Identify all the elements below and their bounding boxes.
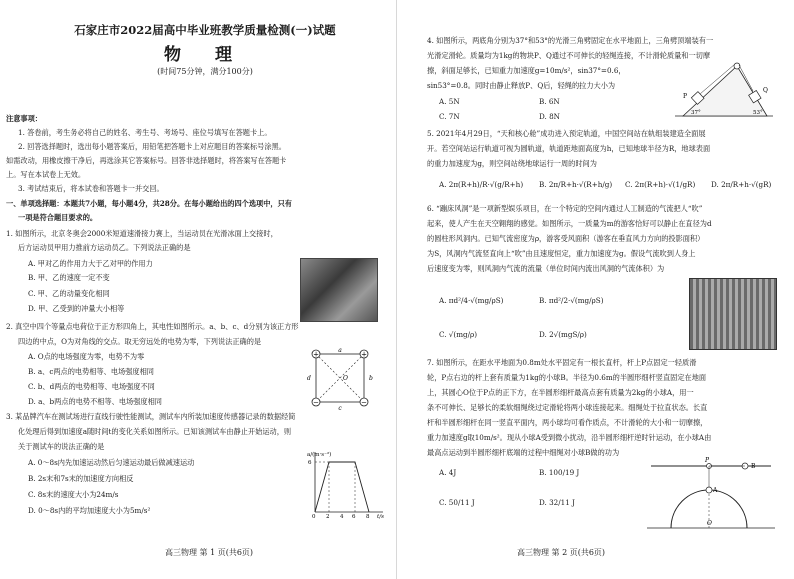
question-text: 1. 如图所示，北京冬奥会2000米短道速滑接力赛上，当运动员在光滑冰面上交接时，	[6, 229, 278, 238]
svg-text:4: 4	[340, 514, 344, 520]
option: C. 7N	[439, 112, 460, 121]
block-label: P	[683, 93, 688, 100]
question-text: 四边的中点，O为对角线的交点。取无穷远处的电势为零，下列说法正确的是	[18, 337, 262, 346]
option: A. 5N	[439, 97, 460, 106]
point-label: d	[307, 375, 311, 382]
option: D. 0～8s内的平均加速度大小为5m/s²	[28, 506, 151, 515]
point-label: a	[338, 347, 342, 354]
notes-header: 注意事项：	[6, 114, 42, 123]
option: D. 32/11 J	[539, 498, 575, 507]
question-text: 2. 真空中四个等量点电荷位于正方形四角上，其电性如图所示。a、b、c、d分别为该正方形	[6, 322, 299, 331]
point-label: b	[369, 375, 373, 382]
option: D. 甲、乙受到的冲量大小相等	[28, 304, 125, 313]
note-line: 1. 答卷前，考生务必将自己的姓名、考生号、考场号、座位号填写在答题卡上。	[18, 128, 272, 137]
question-text: 擦，斜面足够长，已知重力加速度g=10m/s²，sin37°=0.6，	[427, 66, 626, 75]
option: B. a、c两点的电势相等、电场强度相同	[28, 367, 154, 376]
note-line: 如需改动，用橡皮擦干净后，再选涂其它答案标号。回答非选择题时，将答案写在答题卡	[6, 156, 287, 165]
question-text: 上，其圆心O位于P点的正下方，在半圆形细杆最高点套有质量为2kg的小球A，用一	[427, 388, 694, 397]
option: A. 4J	[439, 468, 457, 477]
option: C. 2π(R+h)·√(1/gR)	[625, 180, 696, 189]
option: B. 2π/R+h·√(R+h/g)	[539, 180, 613, 189]
option: B. 甲、乙的速度一定不变	[28, 273, 110, 282]
svg-text:0: 0	[312, 514, 316, 520]
option: C. 8s末的速度大小为24m/s	[28, 490, 119, 499]
ball-label: A	[713, 487, 718, 494]
point-label: P	[705, 457, 710, 464]
svg-text:t/s: t/s	[377, 514, 384, 520]
section-header: 一、单项选择题：本题共7小题，每小题4分，共28分。在每小题给出的四个选项中，只有	[6, 199, 292, 208]
question-text: 轮，P点右边的杆上套有质量为1kg的小球B。半径为0.6m的半圆形细杆竖直固定在地面	[427, 373, 707, 382]
question-text: 条不可伸长、足够长的柔软细绳绕过定滑轮将两小球连接起来。细绳处于拉直状态。长直	[427, 403, 708, 412]
angle-label: 53°	[753, 110, 763, 116]
wind-tunnel-photo	[689, 278, 777, 350]
question-text: 后方运动员甲用力推前方运动员乙。下列说法正确的是	[18, 243, 191, 252]
exam-title: 石家庄市2022届高中毕业班教学质量检测(一)试题	[74, 23, 336, 37]
point-label: c	[338, 405, 342, 412]
question-text: 光滑定滑轮。质量均为1kg的物块P、Q通过不可伸长的轻绳连接，不计滑轮质量和一切摩	[427, 51, 711, 60]
option: D. 2π/R+h·√(gR)	[711, 180, 772, 189]
note-line: 2. 回答选择题时，选出每小题答案后，用铅笔把答题卡上对应题目的答案标号涂黑。	[18, 142, 286, 151]
charge-sign: −	[361, 398, 367, 407]
svg-text:a/(m·s⁻²): a/(m·s⁻²)	[307, 452, 332, 458]
question-text: 杆和半圆形细杆在同一竖直平面内，两小球均可看作质点，不计滑轮的大小和一切摩擦，	[427, 418, 708, 427]
question-text: 最高点运动到半圆形细杆底端的过程中细绳对小球B做的功为	[427, 448, 620, 457]
question-text: 的圆柱形风洞内。已知气流密度为ρ，游客受风面积（游客在垂直风力方向的投影面积）	[427, 234, 705, 243]
svg-text:6: 6	[308, 460, 312, 466]
option: D. a、b两点的电势不相等、电场强度相同	[28, 397, 162, 406]
point-label: O	[343, 375, 348, 382]
question-text: 后速度变为零，则风洞内气流的流量（单位时间内流出风洞的气流体积）为	[427, 264, 665, 273]
angle-label: 37°	[691, 110, 701, 116]
option: C. √(mg/ρ)	[439, 330, 478, 339]
svg-text:2: 2	[326, 514, 330, 520]
block-label: Q	[763, 87, 768, 94]
charge-sign: −	[313, 398, 319, 407]
option: A. 0～8s内先加速运动然后匀速运动最后做减速运动	[28, 458, 195, 467]
question-text: 7. 如图所示，在距水平地面为0.8m处水平固定有一根长直杆，杆上P点固定一轻质滑	[427, 358, 697, 367]
question-text: 开。若空间站运行轨道可视为圆轨道，轨道距地面高度为h，已知地球半径为R，地球表面	[427, 144, 711, 153]
option: D. 2√(mgS/ρ)	[539, 330, 587, 339]
option: B. 6N	[539, 97, 560, 106]
option: A. O点的电场强度为零，电势不为零	[28, 352, 145, 361]
question-text: 重力加速度g取10m/s²。现从小球A受到微小扰动，沿半圆形细杆逆时针运动，在小球A由	[427, 433, 712, 442]
question-text: 为S，风洞内气流竖直向上“吹”由且速度恒定，重力加速度为g。假设气流吹到人身上	[427, 249, 696, 258]
question-text: 4. 如图所示，两底角分别为37°和53°的光滑三角劈固定在水平地面上，三角劈顶端装有一	[427, 36, 714, 45]
question-text: 的重力加速度为g，则空间站绕地球运行一周的时间为	[427, 159, 597, 168]
option: C. 50/11 J	[439, 498, 475, 507]
point-label: O	[707, 520, 712, 527]
svg-text:6: 6	[352, 514, 356, 520]
option: D. 8N	[539, 112, 560, 121]
question-text: sin53°=0.8。同时由静止释放P、Q后，轻绳的拉力大小为	[427, 81, 616, 90]
option: B. 2s末和7s末的加速度方向相反	[28, 474, 134, 483]
option: B. 100/19 J	[539, 468, 580, 477]
question-text: 6. “蹦床风洞”是一项新型娱乐项目，在一个特定的空间内通过人工制造的气流把人“吹”	[427, 204, 703, 213]
wedge-pulley-diagram	[675, 58, 775, 120]
time-info: (时间75分钟，满分100分)	[157, 67, 253, 76]
svg-text:8: 8	[366, 514, 370, 520]
option: A. 2π(R+h)/R·√(g/R+h)	[439, 180, 524, 189]
option: C. 甲、乙的动量变化相同	[28, 289, 110, 298]
option: C. b、d两点的电势相等、电场强度不同	[28, 382, 155, 391]
question-text: 关于测试车的说法正确的是	[18, 442, 105, 451]
charge-sign: +	[313, 350, 319, 359]
subject-title: 物 理	[164, 45, 246, 65]
acceleration-time-graph	[305, 448, 385, 520]
charge-square-diagram	[307, 347, 373, 412]
page-2	[397, 0, 794, 579]
page-footer: 高三物理 第 1 页(共6页)	[165, 548, 254, 557]
semicircle-pulley-diagram	[647, 452, 777, 532]
note-line: 3. 考试结束后，将本试卷和答题卡一并交回。	[18, 184, 164, 193]
note-line: 上。写在本试卷上无效。	[6, 170, 86, 179]
option: A. πd²/4·√(mg/ρS)	[439, 296, 504, 305]
page-footer: 高三物理 第 2 页(共6页)	[517, 548, 606, 557]
speed-skating-photo	[300, 258, 378, 322]
ball-label: B	[751, 463, 756, 470]
section-header: 一项是符合题目要求的。	[18, 213, 98, 222]
question-text: 3. 某品牌汽车在测试场进行直线行驶性能测试，测试车内所装加速度传感器记录的数据经简	[6, 412, 296, 421]
question-text: 化处理后得到加速度a随时间t的变化关系如图所示。已知该测试车由静止开始运动，则	[18, 427, 292, 436]
option: B. πd²/2·√(mg/ρS)	[539, 296, 604, 305]
question-text: 5. 2021年4月29日，“天和核心舱”成功进入预定轨道，中国空间站在轨组装建造全面展	[427, 129, 706, 138]
option: A. 甲对乙的作用力大于乙对甲的作用力	[28, 259, 153, 268]
question-text: 起来，使人产生在天空翱翔的感觉。如图所示，一质量为m的游客恰好可以静止在直径为d	[427, 219, 712, 228]
charge-sign: +	[361, 350, 367, 359]
